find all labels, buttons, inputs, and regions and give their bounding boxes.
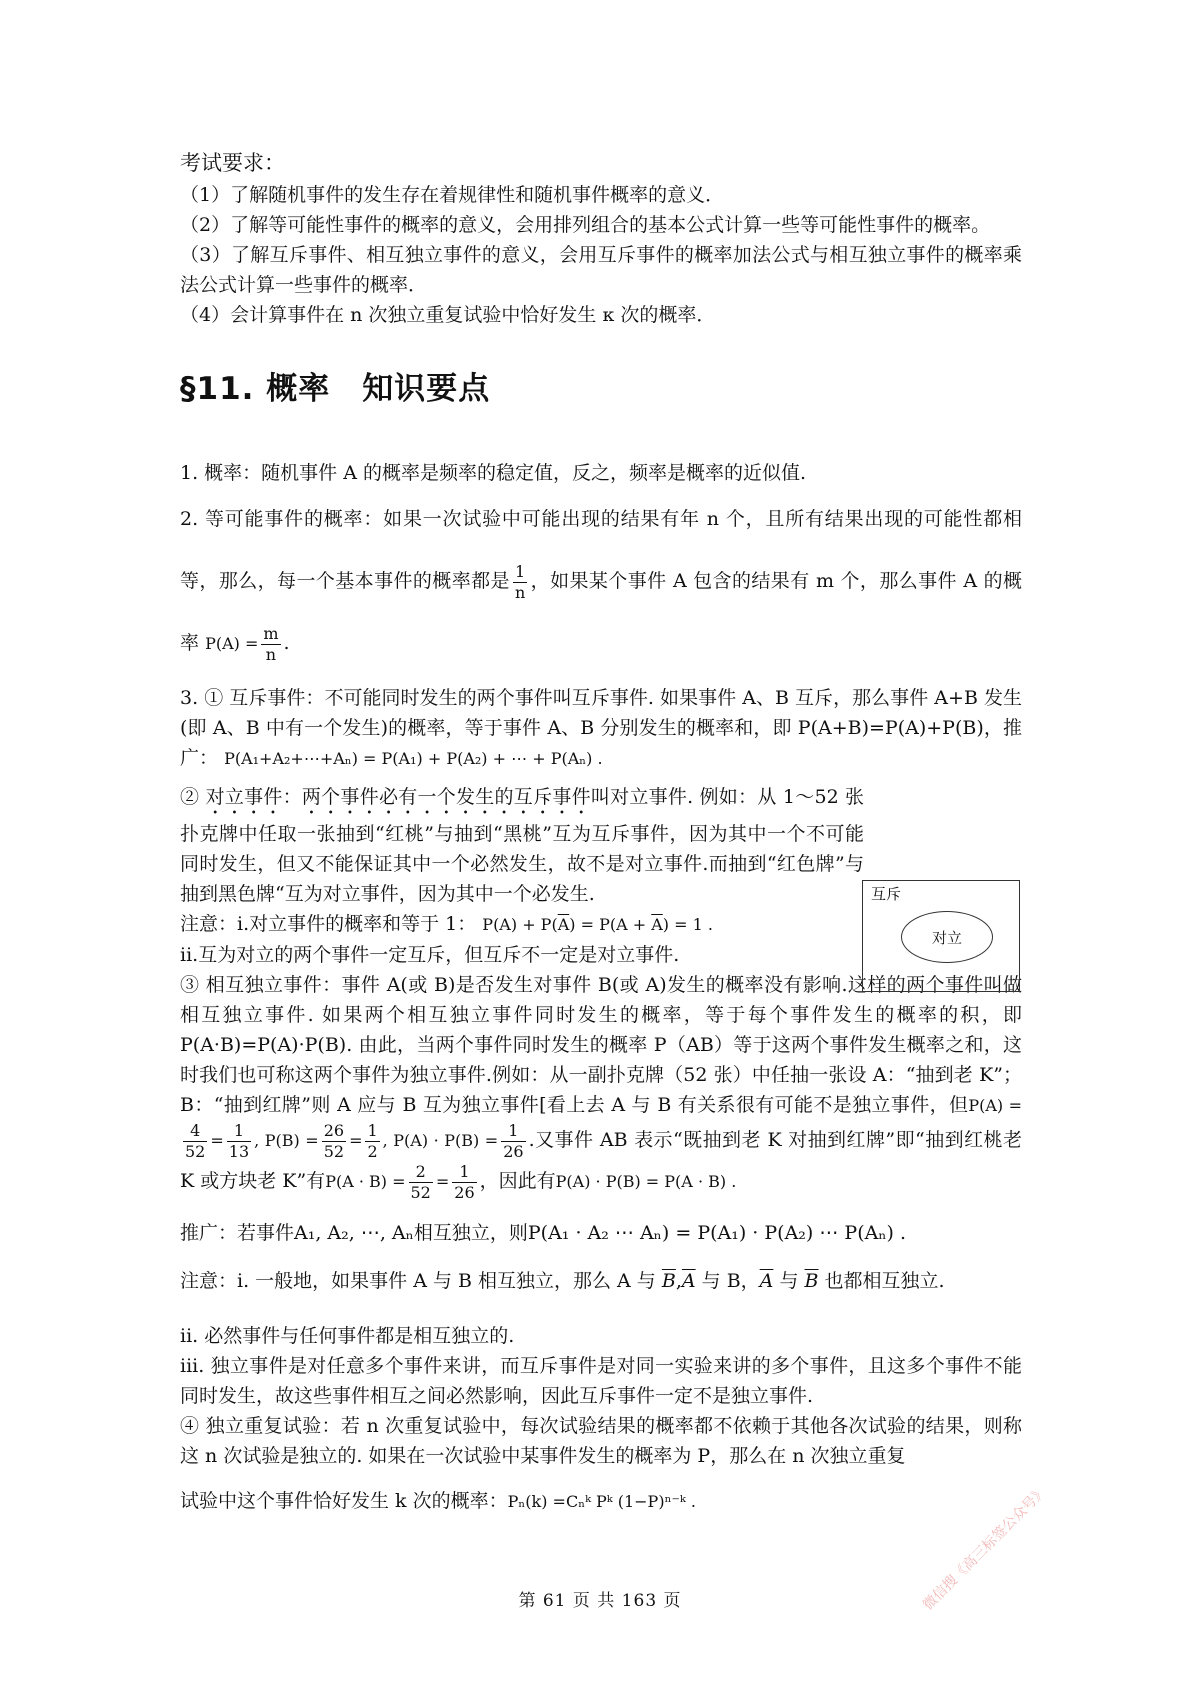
paragraph-repeated-trials-formula <box>180 1483 1022 1520</box>
fraction-denominator: 52 <box>323 1142 345 1161</box>
venn-inner-ellipse <box>901 911 993 963</box>
fraction-denominator: n <box>265 644 277 664</box>
note-independence <box>180 1263 1022 1299</box>
formula-part: $\overline{A}$ <box>557 915 570 934</box>
text-span: 也都相互独立. <box>824 1270 945 1292</box>
formula-part: $\overline{A}$ <box>681 1270 696 1292</box>
venn-diagram <box>862 880 1020 992</box>
fraction <box>513 562 527 603</box>
formula-part: , P(A) · P(B) = <box>382 1131 499 1150</box>
formula <box>325 1162 479 1202</box>
fraction-numerator: 1 <box>513 562 527 583</box>
text-span: 2. 等可能事件的概率：如果一次试验中可能出现的结果有年 n 个，且所有结果出现的可能性都相等，那么，每一个基本事件的概率都是 <box>180 508 1022 592</box>
watermark: 微信搜《高三标签公众号》 <box>920 1483 1051 1614</box>
formula-part: $\overline{A}$ <box>759 1270 774 1292</box>
paragraph-repeated-trials: ④ 独立重复试验：若 n 次重复试验中，每次试验结果的概率都不依赖于其他各次试验的结果，则称这 n 次试验是独立的. 如果在一次试验中某事件发生的概率为 P，那么在 n 次独立重复 <box>180 1415 1022 1467</box>
text-span: ② <box>180 786 206 808</box>
fraction-numerator: 1 <box>367 1121 378 1140</box>
fraction <box>261 624 280 665</box>
text-span: .又事件 AB 表示“既抽到老 K 对抽到红牌”即“抽到红桃老 K 或方块老 K”有 <box>180 1129 1023 1192</box>
fraction-denominator: 52 <box>410 1183 431 1202</box>
fraction-denominator: 26 <box>454 1183 475 1202</box>
formula-part: $\overline{B}$ <box>661 1270 676 1292</box>
fraction <box>409 1162 433 1203</box>
fraction <box>452 1162 476 1203</box>
formula <box>482 915 713 934</box>
page-footer: 第 61 页 共 163 页 <box>518 1591 682 1611</box>
paragraph-mutually-exclusive <box>180 683 1022 774</box>
formula: P(A₁ · A₂ ⋯ Aₙ) = P(A₁) · P(A₂) ⋯ P(Aₙ) . <box>527 1222 907 1244</box>
fraction <box>365 1121 379 1162</box>
fraction <box>227 1121 251 1162</box>
paragraph-probability: 1. 概率：随机事件 A 的概率是频率的稳定值，反之，频率是概率的近似值. <box>180 462 807 484</box>
note-independent-vs-exclusive: iii. 独立事件是对任意多个事件来讲，而互斥事件是对同一实验来讲的多个事件，且这多个事件不能同时发生，故这些事件相互之间必然影响，因此互斥事件一定不是独立事件. <box>180 1355 1022 1407</box>
text-span: 注意：i.对立事件的概率和等于 1： <box>180 913 477 935</box>
text-span: , <box>675 1270 682 1292</box>
fraction-denominator: 26 <box>503 1142 524 1161</box>
formula-part: ) = P(A + <box>569 915 652 934</box>
fraction-denominator: n <box>514 582 526 602</box>
fraction-numerator: 1 <box>227 1121 251 1142</box>
formula: Pₙ(k) =Cₙᵏ Pᵏ (1−P)ⁿ⁻ᵏ . <box>507 1492 696 1511</box>
formula-part: P(A) + P( <box>482 915 558 934</box>
formula-part: $\overline{B}$ <box>804 1270 819 1292</box>
requirement-item: （4）会计算事件在 n 次独立重复试验中恰好发生 κ 次的概率． <box>180 304 716 326</box>
emphasized-text: 对立事件：两个事件必有一个发生的互斥事件 <box>205 786 591 808</box>
note-sure-event: ii. 必然事件与任何事件都是相互独立的. <box>180 1325 515 1347</box>
fraction <box>322 1121 346 1162</box>
requirement-item: （2）了解等可能性事件的概率的意义，会用排列组合的基本公式计算一些等可能性事件的概率。 <box>180 214 991 236</box>
fraction <box>183 1121 207 1162</box>
requirement-item: （1）了解随机事件的发生存在着规律性和随机事件概率的意义． <box>180 184 725 206</box>
formula: P(A) · P(B) = P(A · B) . <box>555 1172 737 1191</box>
fraction-denominator: 52 <box>185 1142 206 1161</box>
text-span: 与 <box>779 1270 799 1292</box>
fraction-numerator: m <box>263 623 279 643</box>
formula: P(A) = <box>205 634 259 653</box>
formula: A₁, A₂, ⋯, Aₙ <box>294 1222 414 1244</box>
requirements-heading: 考试要求： <box>180 151 285 175</box>
page-content <box>180 148 1022 1520</box>
venn-inner-label: 对立 <box>931 928 962 947</box>
formula-part: = <box>435 1172 450 1191</box>
text-span: 推广：若事件 <box>180 1222 295 1244</box>
fraction-denominator: 13 <box>228 1142 250 1161</box>
text-span: ，因此有 <box>479 1170 556 1192</box>
formula-part: = <box>349 1131 363 1150</box>
formula-part: $\overline{A}$ <box>651 915 663 934</box>
paragraph-equal-likelihood <box>180 488 1022 675</box>
formula-part: , P(B) = <box>254 1131 319 1150</box>
fraction-denominator: 2 <box>367 1142 378 1161</box>
fraction-numerator: 4 <box>183 1121 207 1142</box>
text-span: 注意：i. 一般地，如果事件 A 与 B 相互独立，那么 A 与 <box>180 1270 656 1292</box>
fraction <box>501 1121 525 1162</box>
text-span: ，如果某个事件 A 包含的结果有 m 个，那么事件 A 的概率 <box>180 570 1022 654</box>
note-2: ii.互为对立的两个事件一定互斥，但互斥不一定是对立事件. <box>180 944 680 966</box>
formula-part: P(A · B) = <box>325 1172 406 1191</box>
formula-part: P(A) = <box>968 1096 1022 1115</box>
formula-part: ) = 1 . <box>662 915 713 934</box>
formula-part: = <box>210 1131 224 1150</box>
text-span: 相互独立，则 <box>413 1222 528 1244</box>
text-span: 试验中这个事件恰好发生 k 次的概率： <box>180 1490 508 1512</box>
section-title: §11. 概率 知识要点 <box>180 371 491 407</box>
fraction-numerator: 26 <box>323 1121 345 1140</box>
paragraph-generalization <box>180 1215 1022 1251</box>
text-span: ③ 相互独立事件：事件 A(或 B)是否发生对事件 B(或 A)发生的概率没有影响.这样的两个事件叫做相互独立事件. 如果两个相互独立事件同时发生的概率，等于每个事件发生的概率的积，即 P(A·B)=P(A)·P(B). 由此，当两个事件同时发生的概率 P（AB）等于这两个事件发生概率之和，这时我们也可称这两个事件为独立事件.例如：从一副扑克牌（52 张）中任抽一张设 A：“抽到老 K”；B：“抽到红牌”则 A 应与 B 互为独立事件[看上去 A 与 B 有关系很有可能不是独立事件，但 <box>180 974 1022 1116</box>
fraction-numerator: 2 <box>409 1162 433 1183</box>
requirement-item: （3）了解互斥事件、相互独立事件的意义，会用互斥事件的概率加法公式与相互独立事件的概率乘法公式计算一些事件的概率． <box>180 244 1022 296</box>
text-span: 叫对立事件. 例如：从 1～52 张扑克牌中任取一张抽到“红桃”与抽到“黑桃”互为互斥事件，因为其中一个不可能同时发生，但又不能保证其中一个必然发生，故不是对立事件.而抽到“红色牌”与抽到黑色牌“互为对立事件，因为其中一个必发生. <box>180 786 864 905</box>
text-span: 3. ① 互斥事件：不可能同时发生的两个事件叫互斥事件. 如果事件 A、B 互斥，那么事件 A+B 发生(即 A、B 中有一个发生)的概率，等于事件 A、B 分别发生的概率和，即 P(A+B)=P(A)+P(B)，推广： <box>180 687 1022 769</box>
fraction-numerator: 1 <box>452 1162 476 1183</box>
text-span: 与 B， <box>701 1270 760 1292</box>
fraction-numerator: 1 <box>501 1121 525 1142</box>
paragraph-complementary <box>180 782 864 909</box>
formula: P(A₁+A₂+⋯+Aₙ) = P(A₁) + P(A₂) + ⋯ + P(Aₙ) . <box>224 749 603 768</box>
venn-outer-label: 互斥 <box>871 885 902 903</box>
paragraph-independent <box>180 970 1022 1203</box>
text-span: . <box>283 632 290 654</box>
